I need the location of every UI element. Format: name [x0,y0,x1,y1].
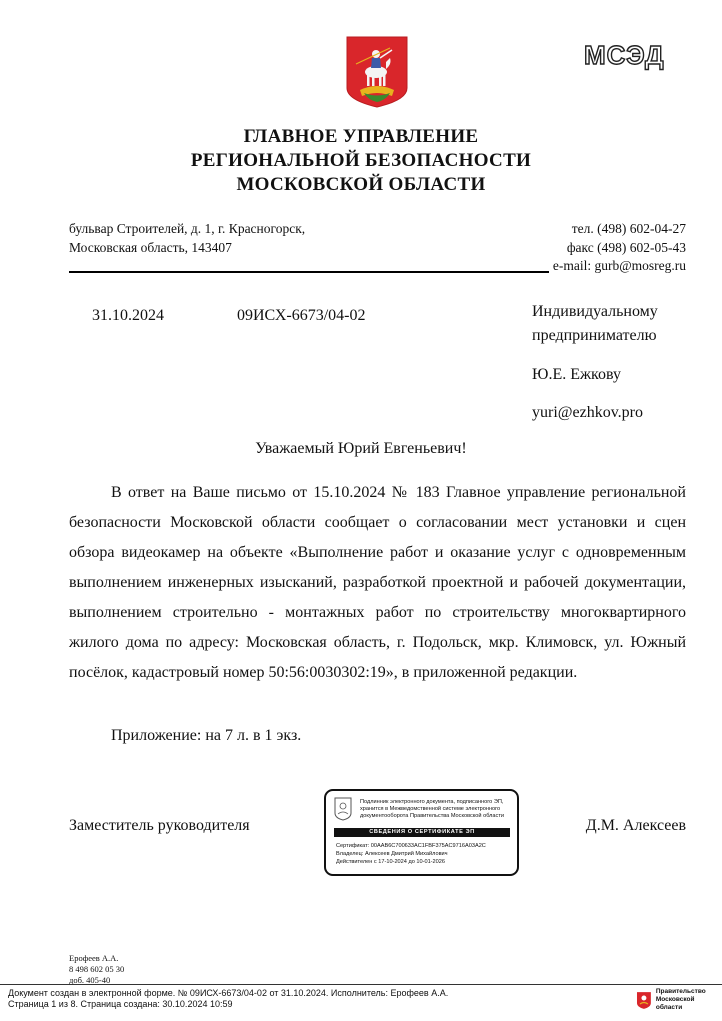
recipient-email: yuri@ezhkov.pro [532,404,643,421]
attachment-note: Приложение: на 7 л. в 1 экз. [111,727,302,744]
org-title-line-2: РЕГИОНАЛЬНОЙ БЕЗОПАСНОСТИ [190,150,532,171]
stamp-line-1: Подлинник электронного документа, подписанного ЭП, [360,799,504,805]
government-emblem-icon [636,991,652,1010]
recipient-line-1: Индивидуальному [532,303,658,320]
gov-line-1: Правительство [655,988,706,995]
certificate-id: Сертификат: 00AAB6C700633AC1FBF375AC9716A03A2C [336,843,486,849]
signatory-position: Заместитель руководителя [69,817,250,834]
org-title-line-3: МОСКОВСКОЙ ОБЛАСТИ [236,174,486,195]
recipient-line-2: предпринимателю [532,327,657,344]
signatory-name: Д.М. Алексеев [585,817,686,834]
address-line-2: Московская область, 143407 [69,240,232,255]
email: e-mail: gurb@mosreg.ru [549,258,686,274]
coat-of-arms-emblem [346,36,408,108]
letter-body [69,478,686,688]
stamp-line-2: хранится в Межведомственной системе электронного [360,806,501,812]
electronic-signature-stamp [324,789,519,876]
government-logo [636,988,722,1012]
letter-paragraph: В ответ на Ваше письмо от 15.10.2024 № 183 Главное управление региональной безопасности Московской области сообщает о согласовании мест установки и сцен обзора видеокамер на объекте «Выполнение работ и оказание услуг с одновременным выполнением инженерных изысканий, разработкой проектной и рабочей документации, выполнением строительно - монтажных работ по строительству многоквартирного жилого дома по адресу: Московская область, г. Подольск, мкр. Климовск, ул. Южный посёлок, кадастровый номер 50:56:0030302:19», в приложенной редакции. [69,484,686,681]
certificate-validity: Действителен с 17-10-2024 до 10-01-2026 [336,859,445,865]
stamp-emblem-icon [334,797,352,821]
certificate-owner: Владелец: Алексеев Дмитрий Михайлович [336,851,448,857]
document-date: 31.10.2024 [92,307,164,324]
footer-line-1: Документ создан в электронной форме. № 09ИСХ-6673/04-02 от 31.10.2024. Исполнитель: Ерофеев А.А. [8,988,449,998]
document-number: 09ИСХ-6673/04-02 [237,307,366,324]
recipient-block [532,300,658,425]
address-line-1: бульвар Строителей, д. 1, г. Красногорск, [69,221,306,236]
gov-line-2: Московской области [655,996,695,1011]
stamp-line-3: документооборота Правительства Московской области [360,813,505,819]
recipient-name: Ю.Е. Ежкову [532,366,622,383]
fax: факс (498) 602-05-43 [566,240,686,255]
footer-text [8,988,448,1010]
executor-name: Ерофеев А.А. [69,953,119,963]
org-title-line-1: ГЛАВНОЕ УПРАВЛЕНИЕ [243,126,479,147]
greeting: Уважаемый Юрий Евгеньевич! [255,440,467,457]
executor-ext: доб. 405-40 [69,975,111,985]
msed-badge: МСЭД [584,40,665,70]
footer-line-2: Страница 1 из 8. Страница создана: 30.10.2024 10:59 [8,999,233,1009]
certificate-header: СВЕДЕНИЯ О СЕРТИФИКАТЕ ЭП [334,828,510,837]
executor-block [69,953,124,986]
phone: тел. (498) 602-04-27 [571,221,686,236]
executor-phone: 8 498 602 05 30 [69,964,125,974]
